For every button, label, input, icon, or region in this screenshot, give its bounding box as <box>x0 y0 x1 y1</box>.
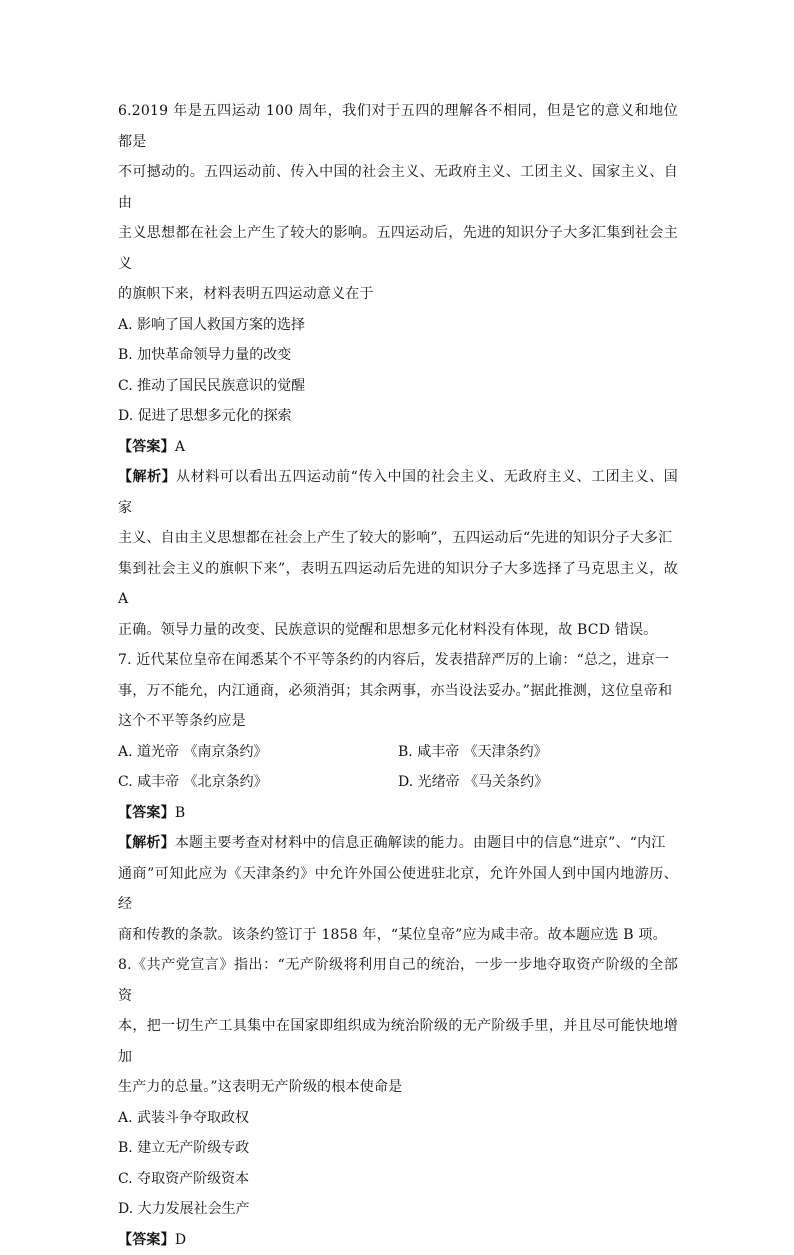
q7-option-a: A. 道光帝 《南京条约》 <box>118 737 398 768</box>
q8-stem-line-1: 8.《共产党宣言》指出：“无产阶级将利用自己的统治，一步一步地夺取资产阶级的全部资 <box>118 950 678 1011</box>
q7-options-row-2 <box>118 767 678 798</box>
q7-analysis-line-2: 通商”可知此应为《天津条约》中允许外国公使进驻北京，允许外国人到中国内地游历、经 <box>118 859 678 920</box>
q7-option-c: C. 咸丰帝 《北京条约》 <box>118 767 398 798</box>
q8-stem-line-3: 生产力的总量。”这表明无产阶级的根本使命是 <box>118 1072 678 1103</box>
q7-answer <box>118 798 678 829</box>
q6-stem-line-3: 主义思想都在社会上产生了较大的影响。五四运动后，先进的知识分子大多汇集到社会主义 <box>118 218 678 279</box>
q7-analysis-line-3: 商和传教的条款。该条约签订于 1858 年，“某位皇帝”应为咸丰帝。故本题应选 B 项。 <box>118 920 678 951</box>
q7-stem-line-2: 事，万不能允，内江通商，必须消弭；其余两事，亦当设法妥办。”据此推测，这位皇帝和 <box>118 676 678 707</box>
q6-analysis-line-2: 主义、自由主义思想都在社会上产生了较大的影响”，五四运动后“先进的知识分子大多汇 <box>118 523 678 554</box>
q6-stem-line-2: 不可撼动的。五四运动前、传入中国的社会主义、无政府主义、工团主义、国家主义、自由 <box>118 157 678 218</box>
q7-options-row-1 <box>118 737 678 768</box>
q6-option-a: A. 影响了国人救国方案的选择 <box>118 310 678 341</box>
answer-value: D <box>175 1232 186 1248</box>
q6-option-b: B. 加快革命领导力量的改变 <box>118 340 678 371</box>
q8-stem-line-2: 本，把一切生产工具集中在国家即组织成为统治阶级的无产阶级手里，并且尽可能快地增加 <box>118 1011 678 1072</box>
answer-value: B <box>175 805 186 821</box>
q6-option-d: D. 促进了思想多元化的探索 <box>118 401 678 432</box>
document-page <box>118 96 678 1255</box>
q7-analysis-line-1 <box>118 828 678 859</box>
q7-option-d: D. 光绪帝 《马关条约》 <box>398 767 678 798</box>
q8-option-b: B. 建立无产阶级专政 <box>118 1133 678 1164</box>
q6-stem-line-4: 的旗帜下来，材料表明五四运动意义在于 <box>118 279 678 310</box>
analysis-text: 本题主要考查对材料中的信息正确解读的能力。由题目中的信息“进京”、“内江 <box>175 835 666 851</box>
q7-option-b: B. 咸丰帝 《天津条约》 <box>398 737 678 768</box>
answer-label: 【答案】 <box>118 805 175 821</box>
q8-option-c: C. 夺取资产阶级资本 <box>118 1164 678 1195</box>
q6-option-c: C. 推动了国民民族意识的觉醒 <box>118 371 678 402</box>
analysis-text: 从材料可以看出五四运动前“传入中国的社会主义、无政府主义、工团主义、国家 <box>118 469 678 516</box>
q6-answer <box>118 432 678 463</box>
q8-answer <box>118 1225 678 1255</box>
q7-stem-line-3: 这个不平等条约应是 <box>118 706 678 737</box>
analysis-label: 【解析】 <box>118 469 176 485</box>
q8-option-d: D. 大力发展社会生产 <box>118 1194 678 1225</box>
answer-value: A <box>175 439 185 455</box>
analysis-label: 【解析】 <box>118 835 175 851</box>
q7-stem-line-1: 7. 近代某位皇帝在闻悉某个不平等条约的内容后，发表措辞严厉的上谕：“总之，进京一 <box>118 645 678 676</box>
q6-analysis-line-4: 正确。领导力量的改变、民族意识的觉醒和思想多元化材料没有体现，故 BCD 错误。 <box>118 615 678 646</box>
answer-label: 【答案】 <box>118 1232 175 1248</box>
q6-analysis-line-1 <box>118 462 678 523</box>
answer-label: 【答案】 <box>118 439 175 455</box>
q6-stem-line-1: 6.2019 年是五四运动 100 周年，我们对于五四的理解各不相同，但是它的意义和地位都是 <box>118 96 678 157</box>
q8-option-a: A. 武装斗争夺取政权 <box>118 1103 678 1134</box>
q6-analysis-line-3: 集到社会主义的旗帜下来”，表明五四运动后先进的知识分子大多选择了马克思主义，故 A <box>118 554 678 615</box>
